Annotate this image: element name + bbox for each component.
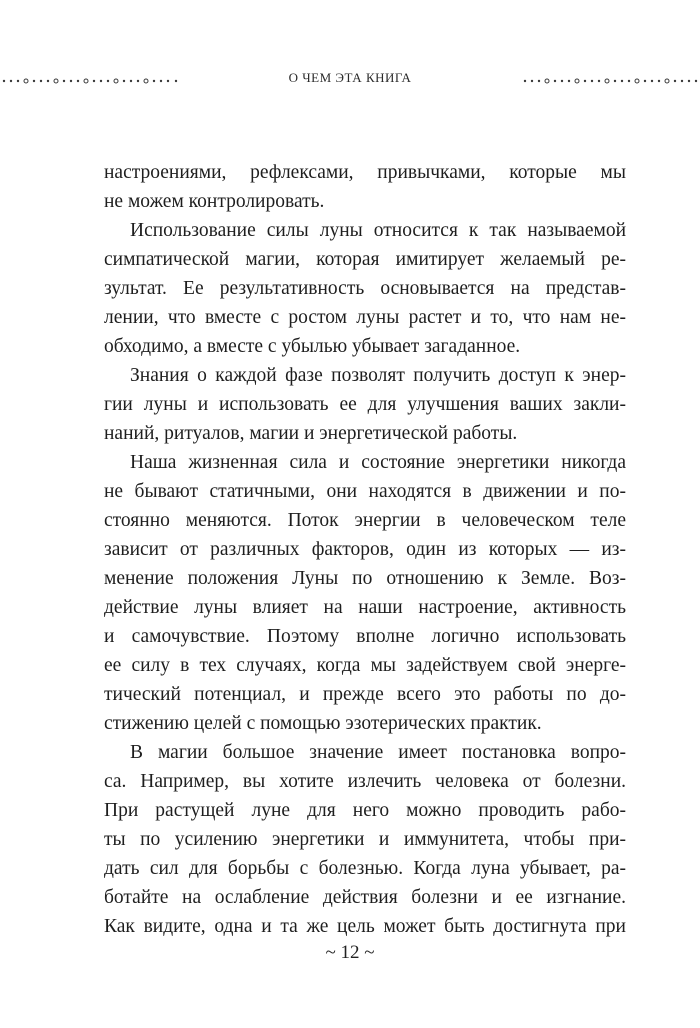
text-line: стижению целей с помощью эзотерических практик. — [104, 713, 542, 734]
paragraph-first-line: В магии большое значение имеет постановка вопро- — [130, 742, 626, 763]
text-line: ты по усилению энергетики и иммунитета, чтобы при- — [104, 829, 626, 850]
text-line: настроениями, рефлексами, привычками, которые мы — [104, 162, 626, 183]
text-line: не можем контролировать. — [104, 191, 325, 212]
text-line: лении, что вместе с ростом луны растет и то, что нам не- — [104, 307, 626, 328]
paragraph-first-line: Наша жизненная сила и состояние энергетики никогда — [130, 452, 626, 473]
header-ornament-right — [522, 78, 700, 84]
text-line: тический потенциал, и прежде всего это работы по до- — [104, 684, 626, 705]
text-line: менение положения Луны по отношению к Земле. Воз- — [104, 568, 626, 589]
text-line: и самочувствие. Поэтому вполне логично использовать — [104, 626, 626, 647]
text-line: гии луны и использовать ее для улучшения ваших закли- — [104, 394, 626, 415]
text-line: При растущей луне для него можно проводить рабо- — [104, 800, 626, 821]
text-line: не бывают статичными, они находятся в движении и по- — [104, 481, 626, 502]
text-line: ее силу в тех случаях, когда мы задействуем свой энерге- — [104, 655, 626, 676]
text-line: обходимо, а вместе с убылью убывает загаданное. — [104, 336, 521, 357]
running-header-title: О ЧЕМ ЭТА КНИГА — [288, 70, 412, 85]
text-line: наний, ритуалов, магии и энергетической работы. — [104, 423, 518, 444]
text-line: стоянно меняются. Поток энергии в человеческом теле — [104, 510, 626, 531]
text-line: дать сил для борьбы с болезнью. Когда луна убывает, ра- — [104, 858, 626, 879]
text-line: са. Например, вы хотите излечить человека от болезни. — [104, 771, 626, 792]
text-line: Как видите, одна и та же цель может быть достигнута при — [104, 916, 626, 937]
page-number: ~ 12 ~ — [325, 942, 375, 963]
text-line: зультат. Ее результативность основывается на представ- — [104, 278, 626, 299]
text-line: действие луны влияет на наши настроение, активность — [104, 597, 626, 618]
body-text — [104, 158, 626, 941]
paragraph-first-line: Использование силы луны относится к так называемой — [130, 220, 626, 241]
text-line: зависит от различных факторов, один из которых — из- — [104, 539, 626, 560]
text-line: симпатической магии, которая имитирует желаемый ре- — [104, 249, 626, 270]
running-header — [0, 66, 700, 94]
paragraph-first-line: Знания о каждой фазе позволят получить доступ к энер- — [130, 365, 626, 386]
text-line: ботайте на ослабление действия болезни и ее изгнание. — [104, 887, 626, 908]
